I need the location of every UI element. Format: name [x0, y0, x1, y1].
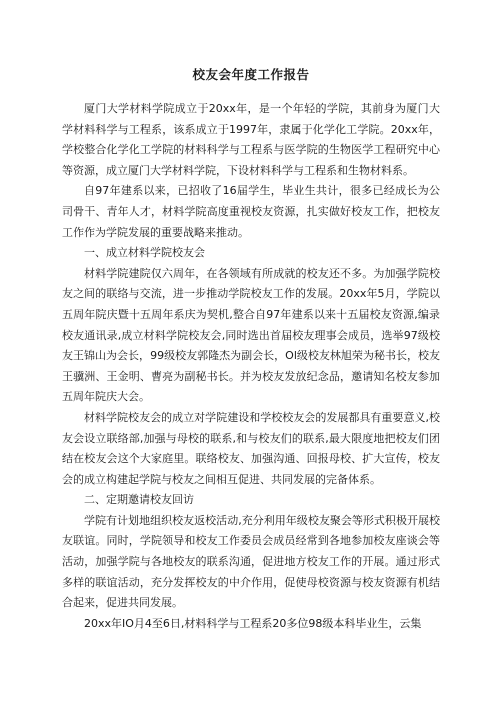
paragraph-association-significance: 材料学院校友会的成立对学院建设和学校校友会的发展都具有重要意义,校友会设立联络部,加强与母校的联系,和与校友们的联系,最大限度地把校友们团结在校友会这个大家庭里。联络校友、加强沟通、回报母校、扩大宣传，校友会的成立构建起学院与校友之间相互促进、共同发展的完备体系。 — [62, 410, 440, 486]
paragraph-history: 自97年建系以来，已招收了16届学生，毕业生共计，很多已经成长为公司骨干、青年人才，材料学院高度重视校友资源，扎实做好校友工作，把校友工作作为学院发展的重要战略来推动。 — [62, 184, 440, 239]
document-title: 校友会年度工作报告 — [192, 67, 310, 82]
paragraph-reunion: 20xx年IO月4至6日,材料科学与工程系20多位98级本科毕业生，云集 — [84, 616, 422, 630]
paragraph-visits: 学院有计划地组织校友返校活动,充分利用年级校友聚会等形式积极开展校友联谊。同时，学院领导和校友工作委员会成员经常到各地参加校友座谈会等活动，加强学院与各地校友的联系沟通，促进地方校友工作的开展。通过形式多样的联谊活动，充分发挥校友的中介作用，促使母校资源与校友资源有机结合起来，促进共同发展。 — [62, 513, 440, 610]
section-heading-alumni-visits: 二、定期邀请校友回访 — [84, 493, 194, 507]
paragraph-intro: 厦门大学材料学院成立于20xx年，是一个年轻的学院，其前身为厦门大学材料科学与工程系，该系成立于1997年，隶属于化学化工学院。20xx年，学校整合化学化工学院的材料科学与工程系与医学院的生物医学工程研究中心等资源，成立厦门大学材料学院，下设材料科学与工程系和生物材料系。 — [62, 102, 440, 177]
paragraph-association-founding: 材料学院建院仅六周年，在各领域有所成就的校友还不多。为加强学院校友之间的联络与交流，进一步推动学院校友工作的发展。20xx年5月，学院以五周年院庆暨十五周年系庆为契机,整合自97年建系以来十五届校友资源,编录校友通讯录,成立材料学院校友会,同时选出首届校友理事会成员，选举97级校友王锦山为会长，99级校友郭隆杰为副会长，Ol级校友林旭荣为秘书长，校友王骥洲、王金明、曹亮为副秘书长。并为校友发放纪念品，邀请知名校友参加五周年院庆大会。 — [62, 266, 440, 404]
section-heading-alumni-association: 一、成立材料学院校友会 — [84, 246, 205, 260]
